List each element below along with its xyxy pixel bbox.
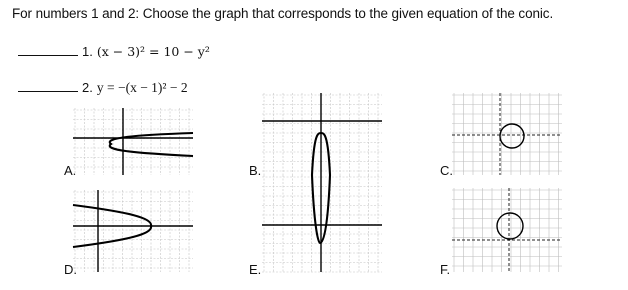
option-label-a: A. [64, 163, 77, 178]
option-label-e: E. [249, 262, 262, 277]
grid [262, 175, 382, 272]
graph-e[interactable] [262, 175, 382, 272]
graph-d[interactable] [73, 190, 193, 272]
graph-c[interactable] [452, 93, 562, 175]
question-number: 1. [82, 44, 93, 59]
grid [73, 190, 193, 272]
graph-f[interactable] [452, 188, 562, 272]
grid [452, 188, 562, 272]
answer-blank-2[interactable] [18, 90, 78, 92]
circle-curve [497, 213, 523, 239]
grid [452, 93, 562, 175]
question-number: 2. [82, 80, 93, 95]
answer-blank-1[interactable] [18, 54, 78, 56]
grid [73, 108, 193, 175]
option-label-f: F. [440, 262, 451, 277]
option-label-c: C. [440, 163, 453, 178]
graph-b[interactable] [262, 93, 382, 175]
equation: y = −(x − 1)² − 2 [96, 80, 188, 95]
equation: (x − 3)² = 10 − y² [96, 44, 210, 59]
graph-a[interactable] [73, 108, 193, 175]
option-label-d: D. [64, 262, 77, 277]
option-label-b: B. [249, 163, 262, 178]
instructions: For numbers 1 and 2: Choose the graph that corresponds to the given equation of the conic. [12, 6, 554, 21]
question-1 [18, 44, 210, 59]
question-2 [18, 80, 188, 96]
